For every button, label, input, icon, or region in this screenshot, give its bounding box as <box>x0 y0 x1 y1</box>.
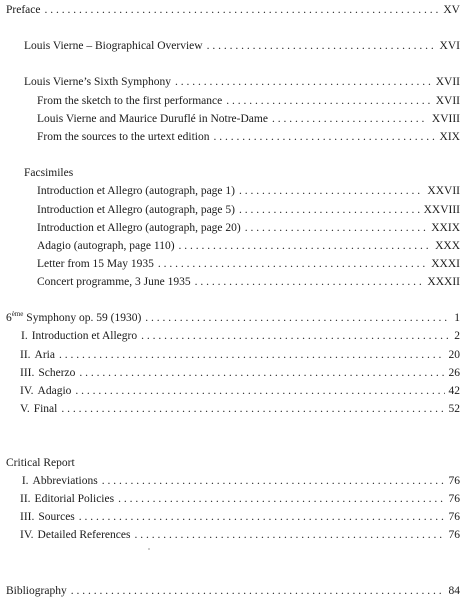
roman-numeral: II. <box>20 493 31 505</box>
roman-numeral: II. <box>20 349 31 361</box>
toc-movement[interactable] <box>20 348 460 362</box>
ordinal-superscript: ème <box>11 310 24 319</box>
roman-numeral: I. <box>21 475 29 487</box>
toc-entry-preface[interactable] <box>6 3 460 17</box>
roman-numeral: IV. <box>20 385 34 397</box>
toc-entry-text: Detailed References <box>37 529 131 541</box>
toc-critical-item[interactable] <box>20 528 460 542</box>
toc-movement[interactable] <box>20 329 460 343</box>
dot-leader <box>71 584 445 598</box>
dot-leader <box>207 39 436 53</box>
dot-leader <box>245 221 428 235</box>
toc-page-number: 76 <box>448 493 460 505</box>
dot-leader <box>175 75 432 89</box>
toc-entry-text <box>6 311 141 325</box>
dot-leader <box>239 184 423 198</box>
toc-entry-text: Aria <box>34 349 55 361</box>
toc-page-number: 42 <box>448 385 460 397</box>
dot-leader <box>226 94 432 108</box>
toc-page-number: 2 <box>454 330 460 342</box>
toc-entry-text: Louis Vierne and Maurice Duruflé in Notre-Dame <box>37 113 268 125</box>
toc-page-number: XXXII <box>427 276 460 288</box>
toc-page-number: 26 <box>448 367 460 379</box>
dot-leader <box>59 348 445 362</box>
dot-leader <box>145 311 450 325</box>
toc-subentry[interactable] <box>37 184 460 198</box>
toc-page-number: XXVIII <box>423 204 460 216</box>
roman-numeral: III. <box>20 367 35 379</box>
toc-entry-text: Sources <box>38 511 75 523</box>
toc-entry-text: From the sketch to the first performance <box>37 95 223 107</box>
toc-subentry[interactable] <box>37 239 460 253</box>
dot-leader <box>213 130 435 144</box>
dot-leader <box>179 239 432 253</box>
toc-page-number: XVII <box>435 76 460 88</box>
section-heading-facsimiles: Facsimiles <box>24 167 74 179</box>
toc-entry-text: Louis Vierne – Biographical Overview <box>24 40 203 52</box>
toc-page-number: XXXI <box>431 258 460 270</box>
dot-leader <box>102 474 445 488</box>
toc-critical-item[interactable] <box>20 474 460 488</box>
toc-subentry[interactable] <box>37 275 460 289</box>
symphony-number: 6 <box>6 312 12 324</box>
toc-entry-text: Introduction et Allegro <box>31 330 138 342</box>
dot-leader <box>79 510 445 524</box>
roman-numeral: I. <box>20 330 28 342</box>
toc-entry-biographical-overview[interactable] <box>24 39 460 53</box>
toc-entry-text: Adagio <box>37 385 72 397</box>
toc-subentry[interactable] <box>37 221 460 235</box>
toc-entry-text: Scherzo <box>38 367 76 379</box>
toc-page-number: XXVII <box>427 185 460 197</box>
toc-entry-text: From the sources to the urtext edition <box>37 131 210 143</box>
toc-subentry[interactable] <box>37 94 460 108</box>
dot-leader <box>158 257 427 271</box>
dot-leader <box>134 528 444 542</box>
toc-entry-text: Editorial Policies <box>34 493 115 505</box>
toc-entry-text: Introduction et Allegro (autograph, page 20) <box>37 222 241 234</box>
toc-entry-symphony[interactable] <box>6 311 460 325</box>
toc-subentry[interactable] <box>37 130 460 144</box>
toc-entry-text: Letter from 15 May 1935 <box>37 258 154 270</box>
dot-leader <box>79 366 444 380</box>
dot-leader <box>272 112 428 126</box>
dot-leader <box>44 3 439 17</box>
toc-movement[interactable] <box>20 402 460 416</box>
toc-entry-text: Adagio (autograph, page 110) <box>37 240 175 252</box>
toc-page-number: 84 <box>448 585 460 597</box>
toc-page-number: XV <box>443 4 460 16</box>
toc-entry-text: Concert programme, 3 June 1935 <box>37 276 191 288</box>
toc-entry-text: Louis Vierne’s Sixth Symphony <box>24 76 172 88</box>
dot-leader <box>61 402 444 416</box>
dot-leader <box>239 203 420 217</box>
print-speck <box>148 548 150 550</box>
toc-page-number: 76 <box>448 511 460 523</box>
symphony-title: Symphony op. 59 (1930) <box>23 312 142 324</box>
toc-movement[interactable] <box>20 366 460 380</box>
toc-movement[interactable] <box>20 384 460 398</box>
dot-leader <box>195 275 424 289</box>
dot-leader <box>75 384 444 398</box>
toc-page-number: XXX <box>435 240 460 252</box>
toc-page-number: 52 <box>448 403 460 415</box>
toc-page-number: XVIII <box>431 113 460 125</box>
toc-page-number: XVI <box>439 40 460 52</box>
toc-subentry[interactable] <box>37 203 460 217</box>
toc-entry-text: Bibliography <box>6 585 67 597</box>
toc-page-number: 20 <box>448 349 460 361</box>
toc-subentry[interactable] <box>37 112 460 126</box>
toc-subentry[interactable] <box>37 257 460 271</box>
toc-entry-sixth-symphony[interactable] <box>24 75 460 89</box>
toc-page-number: 76 <box>448 529 460 541</box>
toc-entry-bibliography[interactable] <box>6 584 460 598</box>
toc-entry-text: Final <box>33 403 58 415</box>
roman-numeral: V. <box>20 403 30 415</box>
toc-critical-item[interactable] <box>20 492 460 506</box>
toc-page-number: 76 <box>448 475 460 487</box>
toc-page-number: XXIX <box>431 222 460 234</box>
toc-entry-text: Introduction et Allegro (autograph, page 5) <box>37 204 235 216</box>
section-heading-critical-report: Critical Report <box>6 457 75 469</box>
toc-page-number: 1 <box>454 312 460 324</box>
roman-numeral: IV. <box>20 529 34 541</box>
toc-entry-text: Introduction et Allegro (autograph, page 1) <box>37 185 235 197</box>
dot-leader <box>141 329 450 343</box>
toc-entry-text: Preface <box>6 4 41 16</box>
toc-page-number: XIX <box>439 131 460 143</box>
toc-entry-text: Abbreviations <box>32 475 98 487</box>
toc-critical-item[interactable] <box>20 510 460 524</box>
toc-page-number: XVII <box>435 95 460 107</box>
roman-numeral: III. <box>20 511 35 523</box>
dot-leader <box>118 492 444 506</box>
